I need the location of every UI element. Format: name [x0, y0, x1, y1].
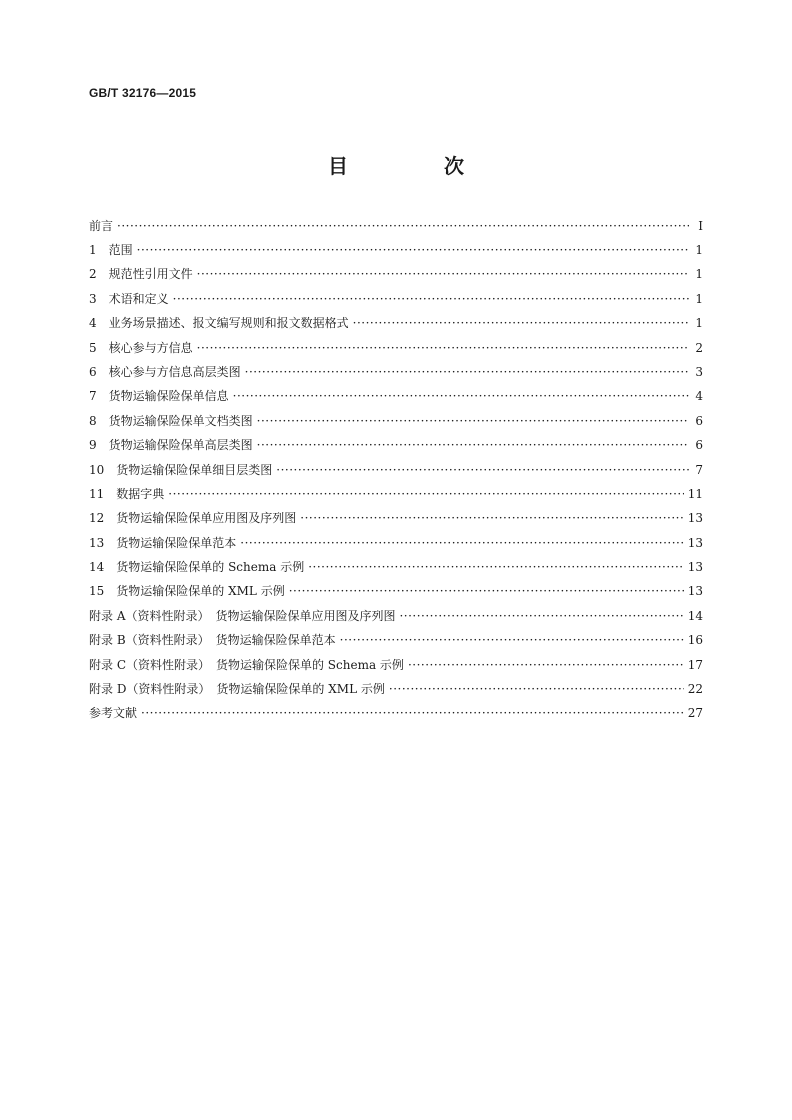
toc-entry-appendix-b[interactable]	[89, 628, 703, 652]
toc-entry-2[interactable]	[89, 262, 703, 286]
toc-entry-label: 12 货物运输保险保单应用图及序列图	[89, 511, 297, 526]
dot-leader	[408, 653, 684, 677]
toc-entry-label: 10 货物运输保险保单细目层类图	[89, 462, 273, 477]
toc-entry-label: 11 数据字典	[89, 486, 165, 501]
toc-entry-page: 13	[687, 584, 703, 599]
toc-entry-9[interactable]	[89, 433, 703, 457]
dot-leader	[197, 262, 689, 286]
toc-entry-label: 附录 B（资料性附录） 货物运输保险保单范本	[89, 633, 336, 648]
toc-entry-label: 附录 A（资料性附录） 货物运输保险保单应用图及序列图	[89, 608, 396, 623]
toc-entry-page: Ⅰ	[698, 219, 703, 233]
toc-entry-appendix-a[interactable]	[89, 604, 703, 628]
toc-entry-page: 1	[695, 243, 703, 257]
toc-entry-appendix-d[interactable]	[89, 677, 703, 701]
toc-entry-page: 4	[695, 389, 703, 404]
toc-entry-references[interactable]	[89, 701, 703, 725]
toc-entry-15[interactable]	[89, 579, 703, 603]
toc-entry-label: 9 货物运输保险保单高层类图	[89, 438, 253, 453]
dot-leader	[245, 360, 689, 384]
dot-leader	[276, 458, 689, 482]
toc-entry-1[interactable]	[89, 238, 703, 262]
dot-leader	[240, 531, 683, 555]
toc-entry-label: 15 货物运输保险保单的 XML 示例	[89, 584, 285, 599]
toc-entry-page: 13	[687, 560, 703, 575]
standard-code: GB/T 32176—2015	[89, 86, 197, 100]
toc-entry-page: 3	[695, 364, 703, 379]
toc-entry-7[interactable]	[89, 384, 703, 408]
toc-entry-5[interactable]	[89, 336, 703, 360]
toc-entry-page: 14	[687, 608, 703, 623]
table-of-contents	[89, 214, 703, 726]
toc-entry-page: 22	[687, 682, 703, 697]
toc-entry-label: 4 业务场景描述、报文编写规则和报文数据格式	[89, 316, 349, 331]
page-title: 目 次	[328, 154, 502, 178]
toc-entry-label: 13 货物运输保险保单范本	[89, 535, 237, 550]
dot-leader	[389, 677, 684, 701]
toc-entry-page: 13	[687, 535, 703, 550]
dot-leader	[233, 384, 689, 408]
toc-entry-label: 附录 C（资料性附录） 货物运输保险保单的 Schema 示例	[89, 657, 404, 672]
toc-entry-page: 1	[695, 291, 703, 306]
toc-entry-8[interactable]	[89, 409, 703, 433]
toc-entry-12[interactable]	[89, 506, 703, 530]
toc-entry-label: 5 核心参与方信息	[89, 340, 193, 355]
toc-entry-page: 16	[687, 633, 703, 648]
toc-entry-label: 附录 D（资料性附录） 货物运输保险保单的 XML 示例	[89, 682, 385, 697]
toc-entry-appendix-c[interactable]	[89, 653, 703, 677]
dot-leader	[173, 287, 689, 311]
toc-entry-page: 6	[695, 438, 703, 453]
toc-entry-label: 前言	[89, 219, 114, 233]
toc-entry-label: 2 规范性引用文件	[89, 267, 193, 282]
dot-leader	[308, 555, 684, 579]
dot-leader	[197, 336, 689, 360]
toc-entry-6[interactable]	[89, 360, 703, 384]
dot-leader	[117, 214, 689, 238]
dot-leader	[300, 506, 683, 530]
dot-leader	[340, 628, 684, 652]
dot-leader	[141, 701, 684, 725]
toc-entry-page: 11	[687, 486, 703, 501]
dot-leader	[289, 579, 684, 603]
toc-entry-label: 6 核心参与方信息高层类图	[89, 364, 241, 379]
toc-entry-label: 8 货物运输保险保单文档类图	[89, 413, 253, 428]
toc-entry-3[interactable]	[89, 287, 703, 311]
toc-entry-label: 3 术语和定义	[89, 291, 169, 306]
dot-leader	[399, 604, 683, 628]
toc-entry-label: 参考文献	[89, 706, 138, 721]
toc-entry-page: 6	[695, 413, 703, 428]
toc-entry-foreword[interactable]	[89, 214, 703, 238]
toc-entry-page: 1	[695, 267, 703, 282]
toc-entry-13[interactable]	[89, 531, 703, 555]
toc-entry-page: 27	[687, 706, 703, 721]
toc-entry-label: 1 范围	[89, 243, 133, 257]
dot-leader	[257, 409, 689, 433]
dot-leader	[257, 433, 689, 457]
dot-leader	[353, 311, 689, 335]
dot-leader	[168, 482, 683, 506]
toc-entry-10[interactable]	[89, 458, 703, 482]
toc-entry-page: 17	[687, 657, 703, 672]
toc-entry-label: 14 货物运输保险保单的 Schema 示例	[89, 560, 305, 575]
toc-entry-14[interactable]	[89, 555, 703, 579]
toc-entry-page: 13	[687, 511, 703, 526]
toc-entry-page: 1	[695, 316, 703, 331]
toc-entry-page: 7	[695, 462, 703, 477]
toc-entry-label: 7 货物运输保险保单信息	[89, 389, 229, 404]
toc-entry-4[interactable]	[89, 311, 703, 335]
toc-entry-11[interactable]	[89, 482, 703, 506]
toc-entry-page: 2	[695, 340, 703, 355]
dot-leader	[137, 238, 689, 262]
